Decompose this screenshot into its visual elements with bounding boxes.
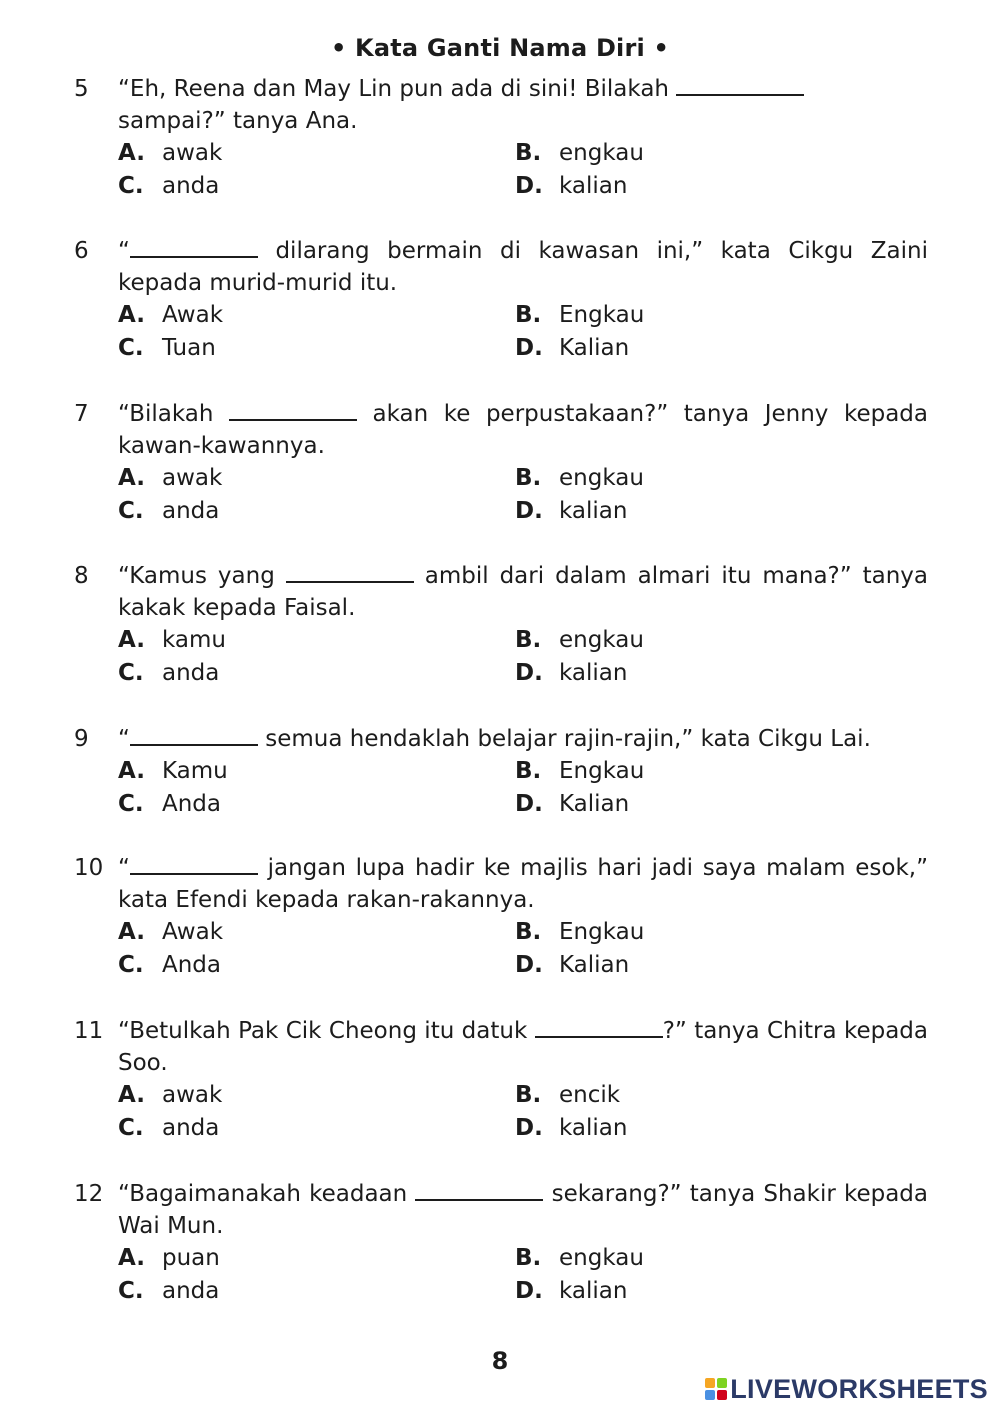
option-b[interactable] bbox=[515, 624, 644, 656]
option-text: Engkau bbox=[559, 919, 645, 945]
liveworksheets-logo-icon bbox=[705, 1378, 727, 1400]
question-text-after: dilarang bermain di kawasan ini,” kata Cikgu Zaini kepada murid-murid itu. bbox=[118, 238, 928, 296]
option-text: anda bbox=[162, 660, 220, 686]
answer-blank[interactable] bbox=[286, 561, 414, 583]
option-b[interactable] bbox=[515, 299, 644, 331]
question-text bbox=[118, 560, 928, 624]
option-d[interactable] bbox=[515, 170, 627, 202]
option-d[interactable] bbox=[515, 332, 629, 364]
option-c[interactable] bbox=[118, 788, 221, 820]
option-text: puan bbox=[162, 1245, 220, 1271]
question-text-before: “ bbox=[118, 238, 130, 264]
question-text bbox=[118, 1178, 928, 1242]
option-letter: C. bbox=[118, 335, 144, 361]
option-b[interactable] bbox=[515, 1079, 620, 1111]
option-c[interactable] bbox=[118, 332, 216, 364]
option-text: kamu bbox=[162, 627, 226, 653]
option-letter: B. bbox=[515, 140, 542, 166]
option-text: engkau bbox=[559, 1245, 644, 1271]
option-letter: D. bbox=[515, 791, 543, 817]
option-a[interactable] bbox=[118, 299, 223, 331]
option-text: engkau bbox=[559, 465, 644, 491]
question-text-after: ambil dari dalam almari itu mana?” tanya kakak kepada Faisal. bbox=[118, 563, 929, 621]
question-text-before: “Bagaimanakah keadaan bbox=[118, 1181, 408, 1207]
question-text-after: jangan lupa hadir ke majlis hari jadi saya malam esok,” kata Efendi kepada rakan-rakannya. bbox=[118, 855, 928, 913]
option-letter: C. bbox=[118, 1278, 144, 1304]
page-number: 8 bbox=[491, 1347, 509, 1375]
option-text: Kamu bbox=[162, 758, 228, 784]
option-text: awak bbox=[162, 465, 223, 491]
question-text bbox=[118, 723, 928, 755]
logo-square bbox=[705, 1378, 715, 1388]
logo-square bbox=[717, 1378, 727, 1388]
option-letter: D. bbox=[515, 1278, 543, 1304]
option-letter: B. bbox=[515, 465, 542, 491]
question-number: 12 bbox=[74, 1181, 104, 1207]
answer-blank[interactable] bbox=[415, 1179, 543, 1201]
answer-blank[interactable] bbox=[130, 236, 258, 258]
option-a[interactable] bbox=[118, 462, 222, 494]
question-text-before: “Betulkah Pak Cik Cheong itu datuk bbox=[118, 1018, 528, 1044]
option-b[interactable] bbox=[515, 1242, 644, 1274]
option-d[interactable] bbox=[515, 1112, 627, 1144]
option-text: kalian bbox=[559, 1115, 628, 1141]
option-text: kalian bbox=[559, 1278, 628, 1304]
question-text-before: “ bbox=[118, 726, 130, 752]
question-number: 5 bbox=[74, 76, 89, 102]
option-letter: C. bbox=[118, 1115, 144, 1141]
option-text: engkau bbox=[559, 627, 644, 653]
option-letter: A. bbox=[118, 1245, 145, 1271]
option-d[interactable] bbox=[515, 495, 627, 527]
option-letter: A. bbox=[118, 302, 145, 328]
logo-square bbox=[705, 1390, 715, 1400]
question-text-before: “ bbox=[118, 855, 130, 881]
question-text-after: sekarang?” tanya Shakir kepada Wai Mun. bbox=[118, 1181, 929, 1239]
question-number: 7 bbox=[74, 401, 89, 427]
question-number: 6 bbox=[74, 238, 89, 264]
option-d[interactable] bbox=[515, 657, 627, 689]
question-text bbox=[118, 398, 928, 462]
option-b[interactable] bbox=[515, 916, 644, 948]
question-text bbox=[118, 852, 928, 916]
answer-blank[interactable] bbox=[676, 74, 804, 96]
option-b[interactable] bbox=[515, 462, 644, 494]
option-text: Kalian bbox=[559, 952, 630, 978]
question-text-before: “Bilakah bbox=[118, 401, 214, 427]
option-text: Engkau bbox=[559, 302, 645, 328]
option-a[interactable] bbox=[118, 755, 228, 787]
answer-blank[interactable] bbox=[535, 1016, 663, 1038]
option-text: kalian bbox=[559, 173, 628, 199]
option-text: Tuan bbox=[162, 335, 216, 361]
option-c[interactable] bbox=[118, 657, 219, 689]
option-letter: C. bbox=[118, 791, 144, 817]
option-text: Awak bbox=[162, 302, 224, 328]
question-text bbox=[118, 73, 928, 137]
option-text: Kalian bbox=[559, 791, 630, 817]
question-text-after: sampai?” tanya Ana. bbox=[118, 108, 358, 134]
question-number: 11 bbox=[74, 1018, 104, 1044]
option-text: encik bbox=[559, 1082, 621, 1108]
option-letter: D. bbox=[515, 1115, 543, 1141]
option-letter: A. bbox=[118, 1082, 145, 1108]
option-text: kalian bbox=[559, 660, 628, 686]
option-text: kalian bbox=[559, 498, 628, 524]
logo-square bbox=[717, 1390, 727, 1400]
option-letter: B. bbox=[515, 1082, 542, 1108]
option-d[interactable] bbox=[515, 788, 629, 820]
option-letter: A. bbox=[118, 919, 145, 945]
question-number: 10 bbox=[74, 855, 104, 881]
option-c[interactable] bbox=[118, 1112, 219, 1144]
option-letter: C. bbox=[118, 660, 144, 686]
option-a[interactable] bbox=[118, 624, 226, 656]
option-c[interactable] bbox=[118, 949, 221, 981]
option-letter: B. bbox=[515, 919, 542, 945]
page-title: • Kata Ganti Nama Diri • bbox=[330, 34, 670, 62]
option-letter: C. bbox=[118, 173, 144, 199]
option-c[interactable] bbox=[118, 495, 219, 527]
option-text: Awak bbox=[162, 919, 224, 945]
option-letter: D. bbox=[515, 498, 543, 524]
option-text: awak bbox=[162, 1082, 223, 1108]
option-c[interactable] bbox=[118, 1275, 219, 1307]
question-text bbox=[118, 1015, 928, 1079]
option-c[interactable] bbox=[118, 170, 219, 202]
option-text: anda bbox=[162, 173, 220, 199]
option-a[interactable] bbox=[118, 1242, 220, 1274]
option-text: Anda bbox=[162, 791, 222, 817]
option-letter: B. bbox=[515, 1245, 542, 1271]
option-letter: A. bbox=[118, 465, 145, 491]
option-a[interactable] bbox=[118, 916, 223, 948]
option-letter: B. bbox=[515, 302, 542, 328]
option-text: Kalian bbox=[559, 335, 630, 361]
option-letter: C. bbox=[118, 952, 144, 978]
question-text-after: semua hendaklah belajar rajin-rajin,” kata Cikgu Lai. bbox=[265, 726, 871, 752]
answer-blank[interactable] bbox=[229, 399, 357, 421]
question-number: 9 bbox=[74, 726, 89, 752]
option-a[interactable] bbox=[118, 137, 222, 169]
option-d[interactable] bbox=[515, 949, 629, 981]
option-text: anda bbox=[162, 1115, 220, 1141]
question-text-after: akan ke perpustakaan?” tanya Jenny kepada kawan-kawannya. bbox=[118, 401, 928, 459]
question-text bbox=[118, 235, 928, 299]
option-text: Anda bbox=[162, 952, 222, 978]
option-letter: A. bbox=[118, 140, 145, 166]
option-letter: A. bbox=[118, 627, 145, 653]
question-text-before: “Eh, Reena dan May Lin pun ada di sini! Bilakah bbox=[118, 76, 669, 102]
question-text-after: ?” tanya Chitra kepada Soo. bbox=[118, 1018, 928, 1076]
option-b[interactable] bbox=[515, 137, 644, 169]
option-letter: D. bbox=[515, 335, 543, 361]
option-letter: B. bbox=[515, 758, 542, 784]
option-letter: D. bbox=[515, 952, 543, 978]
option-text: Engkau bbox=[559, 758, 645, 784]
option-letter: D. bbox=[515, 660, 543, 686]
option-letter: A. bbox=[118, 758, 145, 784]
option-letter: D. bbox=[515, 173, 543, 199]
option-b[interactable] bbox=[515, 755, 644, 787]
brand-name: LIVEWORKSHEETS bbox=[730, 1373, 988, 1404]
option-text: anda bbox=[162, 498, 220, 524]
question-number: 8 bbox=[74, 563, 89, 589]
option-text: anda bbox=[162, 1278, 220, 1304]
liveworksheets-brand bbox=[705, 1373, 988, 1405]
answer-blank[interactable] bbox=[130, 853, 258, 875]
option-text: engkau bbox=[559, 140, 644, 166]
option-text: awak bbox=[162, 140, 223, 166]
question-text-before: “Kamus yang bbox=[118, 563, 275, 589]
answer-blank[interactable] bbox=[130, 724, 258, 746]
option-a[interactable] bbox=[118, 1079, 222, 1111]
option-letter: B. bbox=[515, 627, 542, 653]
option-d[interactable] bbox=[515, 1275, 627, 1307]
option-letter: C. bbox=[118, 498, 144, 524]
